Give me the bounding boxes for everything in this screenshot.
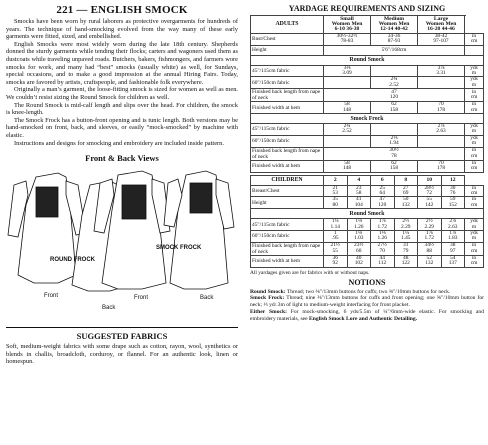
table-row: Finished back length from nape of neck 30½ 78 in cm	[251, 147, 484, 160]
table-row: Finished width at hem 58 148 62 158 70 178 in cm	[251, 102, 484, 114]
yardage-column	[250, 4, 484, 323]
table-row: 45"/115cm fabric 2¾ 2.52 2⅞ 2.63 yds m	[251, 124, 484, 136]
description-paragraph: Smocks have been worn by rural laborers as protective overgarments for hundreds of years. The technique of hand-smocking evolved from the way many of these early garments were fitted, sized, and embellished.	[6, 18, 238, 41]
table-row: Height 35 80 41 104 47 120 50 132 55 142 59 152 in cm	[251, 197, 484, 209]
notions-either-smock: Either Smock: For mock-smocking, 6 yds/5.5m of ¼"/6mm-wide elastic. For smocking and embroidery materials, see English Smock Lore and Authentic Detailing.	[250, 308, 485, 322]
table-row: Bust/Chest 30½-32½ 78-83 34-36 87-93 38-42 97-107 in cm	[251, 33, 484, 45]
description-column	[6, 4, 238, 366]
views-heading: Front & Back Views	[85, 153, 159, 164]
divider	[6, 327, 238, 328]
children-yardage-table: CHILDREN 2 4 6 8 10 12 Breast/Chest 21 53 23 58 25 64 27 69 28½ 72 30 76 in cm Height 35 80 41 104 47 120 50 132 55 142 59 152 in cm Round Smock 45"/115cm fabric 1¼ 1.14 1⅛ 1.26 1⅞ 1.72 2½ 2.29 2½ 2.29 2⅞ 2.63 yds m 60"/150cm fabric 1 .95 1⅛ 1.03 1⅛ 1.26 1¼ 1.45 1⅞ 1.72 1⅞ 1.83 yds m Finished back length from nape of neck 21½ 55 23½ 60 27½ 70 31 79 34½ 88 38 97 in cm Finished width at hem 36 92 40 102 44 112 48 122 52 132 54 137 in cm	[250, 175, 484, 268]
label-back: Back	[102, 305, 116, 312]
adults-label: ADULTS	[251, 16, 324, 34]
notions-smock-frock: Smock Frock: Thread; nine ⅜"/13mm buttons for cuffs and front opening; one ⅜"/10mm button for neck; ⅓ yd/.3m of light to medium-weight interfacing for front placket.	[250, 295, 484, 309]
label-front: Front	[44, 293, 59, 300]
adult-yardage-table	[250, 15, 484, 173]
description-paragraph: The Round Smock is mid-calf length and slips over the head. For children, the smock is knee-length.	[6, 101, 238, 117]
description-paragraph: English Smocks were most widely worn during the late 18th century. Shepherds donned the sturdy garments while tending their flocks; carters and wagoners used them as dustcoats while traveling unpaved roads. Butchers, bakers, fishmongers, and farmers wore smocks for work, and many had “best” smocks (usually white) as well, for Sundays, special occasions, and to make a good impression at the annual Hiring Fairs. Today, smocks are favored by artists, craftspeople, and fashionable folk everywhere.	[6, 40, 238, 86]
label-smock-frock: SMOCK FROCK	[156, 245, 202, 252]
yardage-footnote: All yardages given are for fabrics with or without naps.	[250, 269, 370, 276]
label-front: Front	[134, 295, 149, 302]
fabrics-text: Soft, medium-weight fabrics with some drape such as cotton, rayon, wool, synthetics or blends in challis, broadcloth, corduroy, or flannel. For an authentic look, linen or homespun.	[6, 343, 238, 366]
round-smock-label: Round Smock	[251, 55, 484, 65]
size-header: Small Women Men 6-10 36-38	[324, 16, 371, 34]
children-label: CHILDREN	[251, 175, 324, 185]
size-header: Large Women Men 16-20 44-46	[418, 16, 465, 34]
table-row: Finished back length from nape of neck 21½ 55 23½ 60 27½ 70 31 79 34½ 88 38 97 in cm	[251, 242, 484, 255]
table-row: 60"/150cm fabric 2¾ 2.52 yds m	[251, 77, 484, 89]
description-paragraph: The Smock Frock has a button-front opening and is tunic length. Both versions may be hand-smocked on front, back, and sleeves, or easily “mock-smocked” by machine with elastic.	[6, 116, 238, 139]
label-round-frock: ROUND FROCK	[50, 257, 95, 264]
size-header: Medium Women Men 12-14 40-42	[371, 16, 418, 34]
table-row: 60"/150cm fabric 1 .95 1⅛ 1.03 1⅛ 1.26 1¼ 1.45 1⅞ 1.72 1⅞ 1.83 yds m	[251, 230, 484, 242]
smock-line-drawings	[6, 165, 238, 315]
description-paragraph: Instructions and designs for smocking and embroidery are included inside pattern.	[14, 139, 224, 147]
notions-heading: NOTIONS	[348, 277, 386, 287]
table-row: 45"/115cm fabric 1¼ 1.14 1⅛ 1.26 1⅞ 1.72 2½ 2.29 2½ 2.29 2⅞ 2.63 yds m	[251, 219, 484, 231]
table-row: Breast/Chest 21 53 23 58 25 64 27 69 28½ 72 30 76 in cm	[251, 185, 484, 197]
label-back: Back	[200, 295, 214, 302]
table-row: Finished back length from nape of neck 47 120 in cm	[251, 89, 484, 102]
table-row: Finished width at hem 58 148 62 158 70 178 in cm	[251, 160, 484, 172]
table-row: Finished width at hem 36 92 40 102 44 112 48 122 52 132 54 137 in cm	[251, 255, 484, 267]
children-round-smock-label: Round Smock	[251, 209, 484, 219]
table-row: 45"/115cm fabric 3⅝ 3.09 3⅞ 3.31 yds m	[251, 65, 484, 77]
smock-illustrations	[6, 165, 238, 325]
table-row: Height 5'6"/168cm	[251, 45, 484, 55]
smock-frock-label: Smock Frock	[251, 114, 484, 124]
fabrics-heading: SUGGESTED FABRICS	[76, 331, 168, 342]
pattern-title: 221 — ENGLISH SMOCK	[56, 4, 188, 16]
notions-round-smock: Round Smock: Thread; two ⅜"/13mm buttons for cuffs; two ⅜"/10mm buttons for neck.	[250, 288, 451, 295]
description-paragraph: Originally a man’s garment, the loose-fitting smock is sized for women as well as men. We couldn’t resist sizing the Round Smock for children as well.	[6, 86, 238, 101]
table-row: 60"/150cm fabric 2⅛ 1.94 yds m	[251, 135, 484, 147]
yardage-heading: YARDAGE REQUIREMENTS AND SIZING	[288, 4, 446, 13]
